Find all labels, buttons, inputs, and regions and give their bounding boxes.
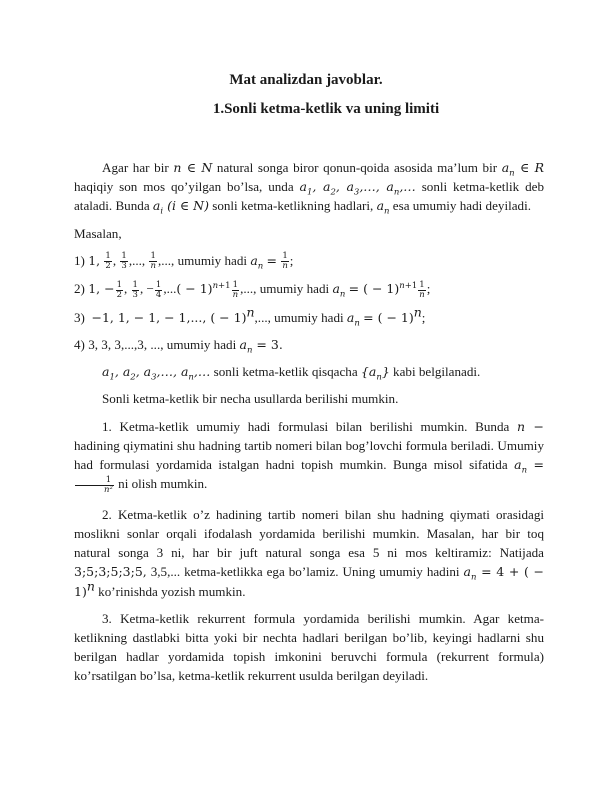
ways-paragraph: Sonli ketma-ketlik bir necha usullarda berilishi mumkin. xyxy=(102,391,399,407)
way-1-paragraph: 1. Ketma-ketlik umumiy hadi formulasi bilan berilishi mumkin. Bunda n − hadining qiymatini shu hadning tartib nomeri bilan bog’lovchi formula beriladi. Umumiy had formulasi yordamida istalgan hadni topish mumkin. Bunga misol sifatida $a_n$ = $\frac{1}{\text{n²}}$ ni olish mumkin. xyxy=(74,418,545,495)
notation-paragraph: $a_1$, $a_2$, $a_3,\dots$, $a_n,\dots$ sonli ketma-ketlik qisqacha $\{a_n\}$ kabi belgilanadi. xyxy=(102,364,481,383)
document-body xyxy=(74,158,544,686)
example-2: 2) 1, − $\frac{1}{2}$ , $\frac{1}{3}$ , − $\frac{1}{4}$ ,...( − 1)$^{n+1}$ $\frac{1}{n}$ ,..., umumiy hadi $a_n$ = ( − 1)$^{n+1}$ $\frac{1}{n}$ ; xyxy=(74,279,431,300)
example-4: 4) 3, 3, 3,...,3, ..., umumiy hadi $a_n = 3$. xyxy=(74,337,283,356)
section-title: 1.Sonli ketma-ketlik va uning limiti xyxy=(212,101,440,117)
example-1: 1) 1, $\frac{1}{2}$ , $\frac{1}{3}$ ,..., $\frac{1}{n}$ ,..., umumiy hadi $a_n$ = $\frac{1}{n}$ ; xyxy=(74,251,294,272)
way-3-paragraph: 3. Ketma-ketlik rekurrent formula yordamida berilishi mumkin. Agar ketma-ketlikning dastlabki bitta yoki bir nechta hadlari berilgan bo’lib, keyingi hadlarni shu berilgan hadlar yordamida topish imkonini beruvchi formula (rekurrent formula) ko’rsatilgan bo’lsa, ketma-ketlik rekurrent usulda berilgan deyiladi. xyxy=(74,610,544,684)
definition-paragraph: Agar har bir n ∈ N natural songa biror qonun-qoida asosida ma’lum bir $a_n$ ∈ R haqiqiy son mos qo’yilgan bo’lsa, unda $a_1$, $a_2$, $a_3,\dots$, $a_n,\dots$ sonli ketma-ketlik deb ataladi. Bunda $a_i$ (i ∈ N) sonli ketma-ketlikning hadlari, $a_n$ esa umumiy hadi deyiladi. xyxy=(74,160,545,217)
way-2-paragraph: 2. Ketma-ketlik o’z hadining tartib nomeri bilan shu hadning qiymati orasidagi moslikni sonlar orqali ifodalash yordamida berilishi mumkin. Masalan, har bir toq natural songa 3 ni, har bir juft natural songa esa 5 ni mos keltiramiz: Natijada 3;5;3;5;3;5, 3,5,... ketma-ketlikka ega bo’lamiz. Uning umumiy hadini $a_n = 4$ + ( − 1)$^n$ ko’rinishda yozish mumkin. xyxy=(74,506,544,599)
example-3: 3) −1, 1, − 1, − 1,..., ( − 1)$^n$,..., umumiy hadi $a_n$ = ( − 1)$^n$; xyxy=(74,304,426,329)
masalan-line: Masalan, xyxy=(74,225,122,241)
document-title: Mat analizdan javoblar. xyxy=(229,72,383,88)
